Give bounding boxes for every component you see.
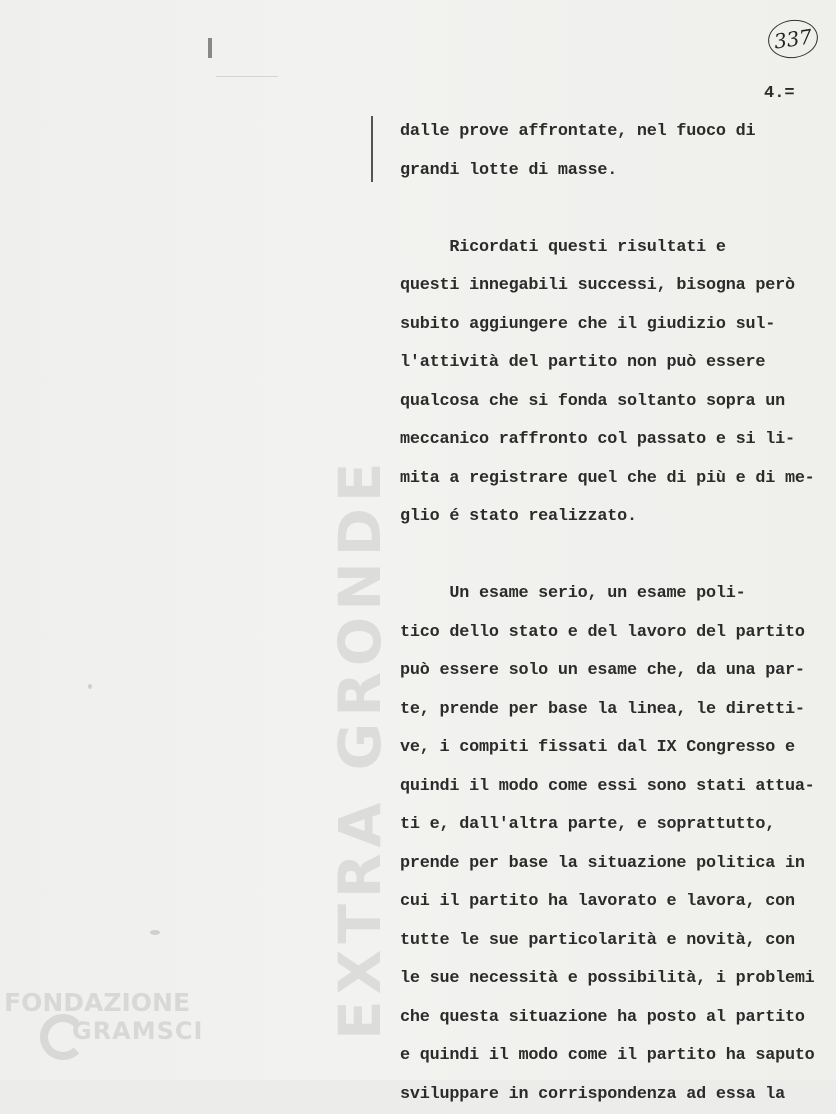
margin-bar <box>371 116 373 182</box>
text-line: e quindi il modo come il partito ha saputo <box>400 1037 820 1076</box>
text-line: qualcosa che si fonda soltanto sopra un <box>400 383 820 422</box>
watermark-line-1: FONDAZIONE <box>4 988 204 1018</box>
text-line: meccanico raffronto col passato e si li- <box>400 421 820 460</box>
text-line: può essere solo un esame che, da una par- <box>400 652 820 691</box>
text-line: Ricordati questi risultati e <box>400 229 820 268</box>
archive-page-stamp: 337 <box>766 17 821 62</box>
text-line: cui il partito ha lavorato e lavora, con <box>400 883 820 922</box>
text-line: glio é stato realizzato. <box>400 498 820 537</box>
text-line <box>400 537 820 576</box>
text-line: prende per base la situazione politica in <box>400 845 820 884</box>
margin-mark <box>208 38 212 58</box>
paper-speck <box>150 930 160 935</box>
text-line: tutte le sue particolarità e novità, con <box>400 922 820 961</box>
typewritten-text <box>400 113 820 1114</box>
paper-speck <box>88 684 92 689</box>
text-line: le sue necessità e possibilità, i problemi <box>400 960 820 999</box>
watermark-line-2: GRAMSCI <box>4 1018 204 1044</box>
text-line: te, prende per base la linea, le diretti- <box>400 691 820 730</box>
text-line: tico dello stato e del lavoro del partito <box>400 614 820 653</box>
faint-rule <box>216 76 278 77</box>
text-line: grandi lotte di masse. <box>400 152 820 191</box>
text-line: che questa situazione ha posto al partito <box>400 999 820 1038</box>
text-line: questi innegabili successi, bisogna però <box>400 267 820 306</box>
text-line: ti e, dall'altra parte, e soprattutto, <box>400 806 820 845</box>
text-line: ve, i compiti fissati dal IX Congresso e <box>400 729 820 768</box>
gramsci-logo-icon <box>40 1014 86 1060</box>
fondazione-gramsci-watermark <box>4 988 204 1068</box>
text-line: subito aggiungere che il giudizio sul- <box>400 306 820 345</box>
text-line: sviluppare in corrispondenza ad essa la <box>400 1076 820 1114</box>
text-line: l'attività del partito non può essere <box>400 344 820 383</box>
text-line: dalle prove affrontate, nel fuoco di <box>400 113 820 152</box>
text-line: Un esame serio, un esame poli- <box>400 575 820 614</box>
text-line: mita a registrare quel che di più e di me- <box>400 460 820 499</box>
text-line <box>400 190 820 229</box>
page-number: 4.= <box>764 84 795 103</box>
text-line: quindi il modo come essi sono stati attua- <box>400 768 820 807</box>
show-through-text: EXTRA GRONDE <box>330 40 390 1040</box>
